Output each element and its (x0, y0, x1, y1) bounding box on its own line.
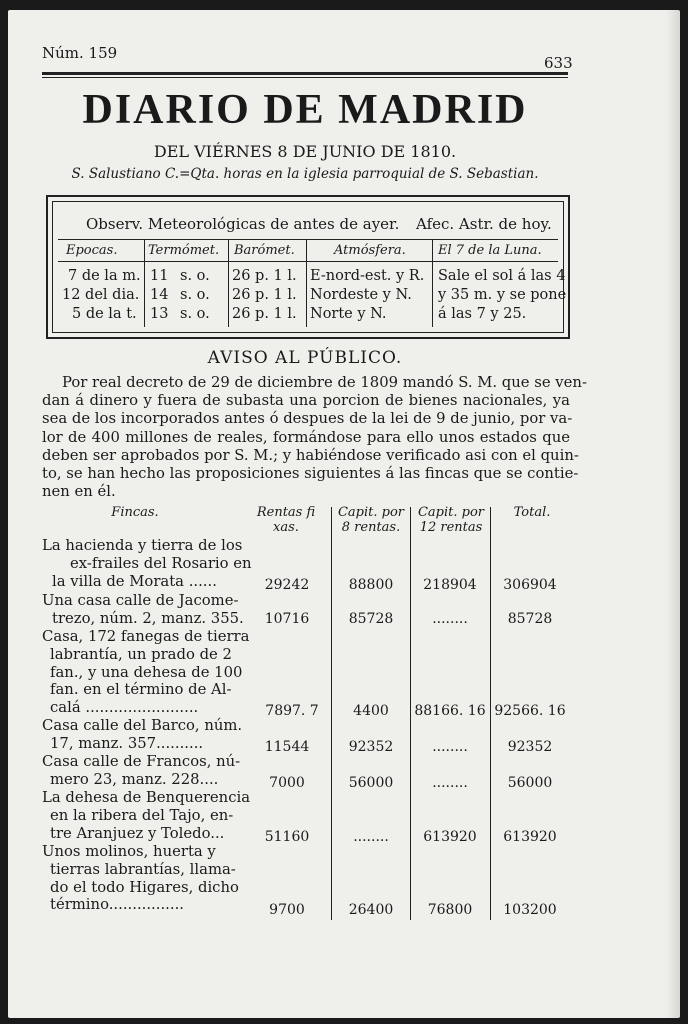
cell-capit-12: 76800 (427, 902, 473, 918)
finca-description (42, 592, 242, 628)
finca-description (42, 843, 242, 914)
finca-description (42, 717, 242, 753)
finca-line: tierras labrantías, llama- (50, 860, 236, 878)
meteo-baro: 26 p. 1 l. (232, 287, 297, 303)
finca-line: La hacienda y tierra de los (42, 537, 243, 554)
col-header-total: Total. (513, 505, 551, 520)
cell-capit-12: 218904 (423, 577, 477, 593)
cell-capit-8: 88800 (348, 577, 394, 593)
meteo-rule-top (58, 239, 558, 240)
notice-heading: AVISO AL PÚBLICO. (207, 348, 403, 368)
saint-line: S. Salustiano C.=Qta. horas en la iglesia parroquial de S. Sebastian. (71, 166, 539, 182)
cell-rentas: 51160 (264, 829, 310, 845)
finca-line: Casa calle de Francos, nú- (42, 753, 241, 770)
col-header-fincas: Fincas. (111, 505, 159, 520)
finca-line: término................ (50, 896, 184, 914)
cell-rentas: 9700 (269, 902, 305, 918)
table-col-divider (410, 507, 411, 920)
cell-total: 92352 (507, 739, 553, 755)
meteo-col-divider (144, 239, 145, 327)
cell-capit-8: 26400 (348, 902, 394, 918)
page-number: 633 (544, 54, 573, 72)
col-header-rentas-line: Rentas fi (256, 505, 316, 520)
date-line: DEL VIÉRNES 8 DE JUNIO DE 1810. (153, 142, 457, 161)
col-header-capit-8-line: 8 rentas. (341, 520, 401, 535)
finca-line: trezo, núm. 2, manz. 355. (52, 609, 244, 627)
masthead-rule-thin (42, 77, 568, 78)
notice-body (42, 374, 587, 501)
meteo-header-barometro: Barómet. (234, 243, 295, 258)
cell-rentas: 7897. 7 (265, 703, 319, 719)
meteo-title: Observ. Meteorológicas de antes de ayer. (86, 215, 400, 233)
col-header-capit-12-line: 12 rentas (419, 520, 483, 535)
finca-line: Una casa calle de Jacome- (42, 592, 239, 609)
cell-capit-12: 88166. 16 (414, 703, 486, 719)
meteo-baro: 26 p. 1 l. (232, 268, 297, 284)
finca-line: tre Aranjuez y Toledo... (50, 824, 225, 842)
masthead-rule-thick (42, 72, 568, 75)
notice-line: to, se han hecho las proposiciones siguientes á las fincas que se contie- (42, 465, 579, 483)
cell-total: 613920 (503, 829, 557, 845)
col-header-capit-12-line: Capit. por (417, 505, 485, 520)
meteo-epoca: 5 de la t. (72, 306, 137, 322)
meteo-header-atmosfera: Atmósfera. (334, 243, 406, 258)
meteorological-box (46, 195, 570, 339)
notice-line: nen en él. (42, 483, 116, 501)
table-col-divider (490, 507, 491, 920)
finca-description (42, 537, 252, 590)
finca-line: do el todo Higares, dicho (50, 878, 239, 896)
meteo-term-unit: s. o. (180, 306, 210, 322)
notice-line: dan á dinero y fuera de subasta una porcion de bienes nacionales, ya (42, 392, 570, 410)
meteo-atm: Norte y N. (310, 306, 387, 322)
cell-capit-12: ........ (432, 611, 468, 627)
masthead-title: DIARIO DE MADRID (82, 87, 528, 133)
finca-description (42, 753, 242, 789)
page-edge-shadow (666, 10, 680, 1018)
finca-line: la villa de Morata ...... (52, 572, 217, 590)
meteo-baro: 26 p. 1 l. (232, 306, 297, 322)
issue-number: Núm. 159 (42, 44, 118, 62)
meteo-term: 14 (150, 287, 169, 303)
meteo-header-termometro: Termómet. (148, 243, 220, 258)
finca-line: La dehesa de Benquerencia (42, 789, 251, 806)
cell-total: 103200 (503, 902, 557, 918)
cell-total: 56000 (507, 775, 553, 791)
meteo-col-divider (228, 239, 229, 327)
col-header-rentas-line: xas. (273, 520, 299, 535)
finca-description (42, 789, 251, 842)
cell-rentas: 10716 (264, 611, 310, 627)
cell-capit-12: ........ (432, 775, 468, 791)
cell-capit-8: ........ (353, 829, 389, 845)
cell-rentas: 11544 (264, 739, 310, 755)
astro-line: á las 7 y 25. (438, 306, 527, 322)
meteo-term-unit: s. o. (180, 268, 210, 284)
astro-title: Afec. Astr. de hoy. (416, 215, 552, 233)
finca-line: fan. en el término de Al- (50, 681, 232, 699)
meteo-col-divider (306, 239, 307, 327)
meteo-atm: Nordeste y N. (310, 287, 412, 303)
cell-capit-8: 85728 (348, 611, 394, 627)
notice-line: sea de los incorporados antes ó despues de la lei de 9 de junio, por va- (42, 410, 573, 428)
meteo-header-luna: El 7 de la Luna. (438, 243, 542, 258)
cell-rentas: 7000 (269, 775, 305, 791)
meteo-col-divider (432, 239, 433, 327)
finca-line: Unos molinos, huerta y (42, 843, 216, 860)
meteo-epoca: 7 de la m. (68, 268, 141, 284)
finca-line: ex-frailes del Rosario en (70, 554, 252, 572)
cell-capit-12: 613920 (423, 829, 477, 845)
notice-line: deben ser aprobados por S. M.; y habiéndose verificado asi con el quin- (42, 446, 579, 464)
col-header-capit-12 (412, 505, 490, 535)
cell-rentas: 29242 (264, 577, 310, 593)
finca-line: calá ........................ (50, 699, 199, 717)
finca-line: en la ribera del Tajo, en- (50, 806, 234, 824)
finca-line: labrantía, un prado de 2 (50, 645, 232, 663)
finca-line: Casa, 172 fanegas de tierra (42, 628, 250, 645)
notice-line: lor de 400 millones de reales, formándose para ello unos estados que (42, 428, 570, 446)
finca-line: 17, manz. 357.......... (50, 734, 204, 752)
meteo-header-epocas: Epocas. (66, 243, 118, 258)
astro-line: Sale el sol á las 4 (438, 268, 566, 284)
meteo-term: 11 (150, 268, 169, 284)
cell-total: 92566. 16 (494, 703, 566, 719)
finca-line: fan., y una dehesa de 100 (50, 663, 243, 681)
finca-line: Casa calle del Barco, núm. (42, 717, 243, 734)
cell-capit-12: ........ (432, 739, 468, 755)
table-col-divider (331, 507, 332, 920)
meteo-epoca: 12 del dia. (62, 287, 140, 303)
meteo-term-unit: s. o. (180, 287, 210, 303)
notice-line: Por real decreto de 29 de diciembre de 1809 mandó S. M. que se ven- (62, 374, 587, 391)
cell-capit-8: 56000 (348, 775, 394, 791)
cell-total: 85728 (507, 611, 553, 627)
meteo-rule-header (58, 261, 558, 262)
col-header-rentas (248, 505, 324, 535)
astro-line: y 35 m. y se pone (438, 287, 567, 303)
finca-description (42, 628, 250, 717)
finca-line: mero 23, manz. 228.... (50, 770, 219, 788)
col-header-capit-8 (332, 505, 410, 535)
meteo-term: 13 (150, 306, 169, 322)
meteo-atm: E-nord-est. y R. (310, 268, 425, 284)
cell-capit-8: 4400 (353, 703, 389, 719)
col-header-capit-8-line: Capit. por (337, 505, 405, 520)
cell-capit-8: 92352 (348, 739, 394, 755)
cell-total: 306904 (503, 577, 557, 593)
